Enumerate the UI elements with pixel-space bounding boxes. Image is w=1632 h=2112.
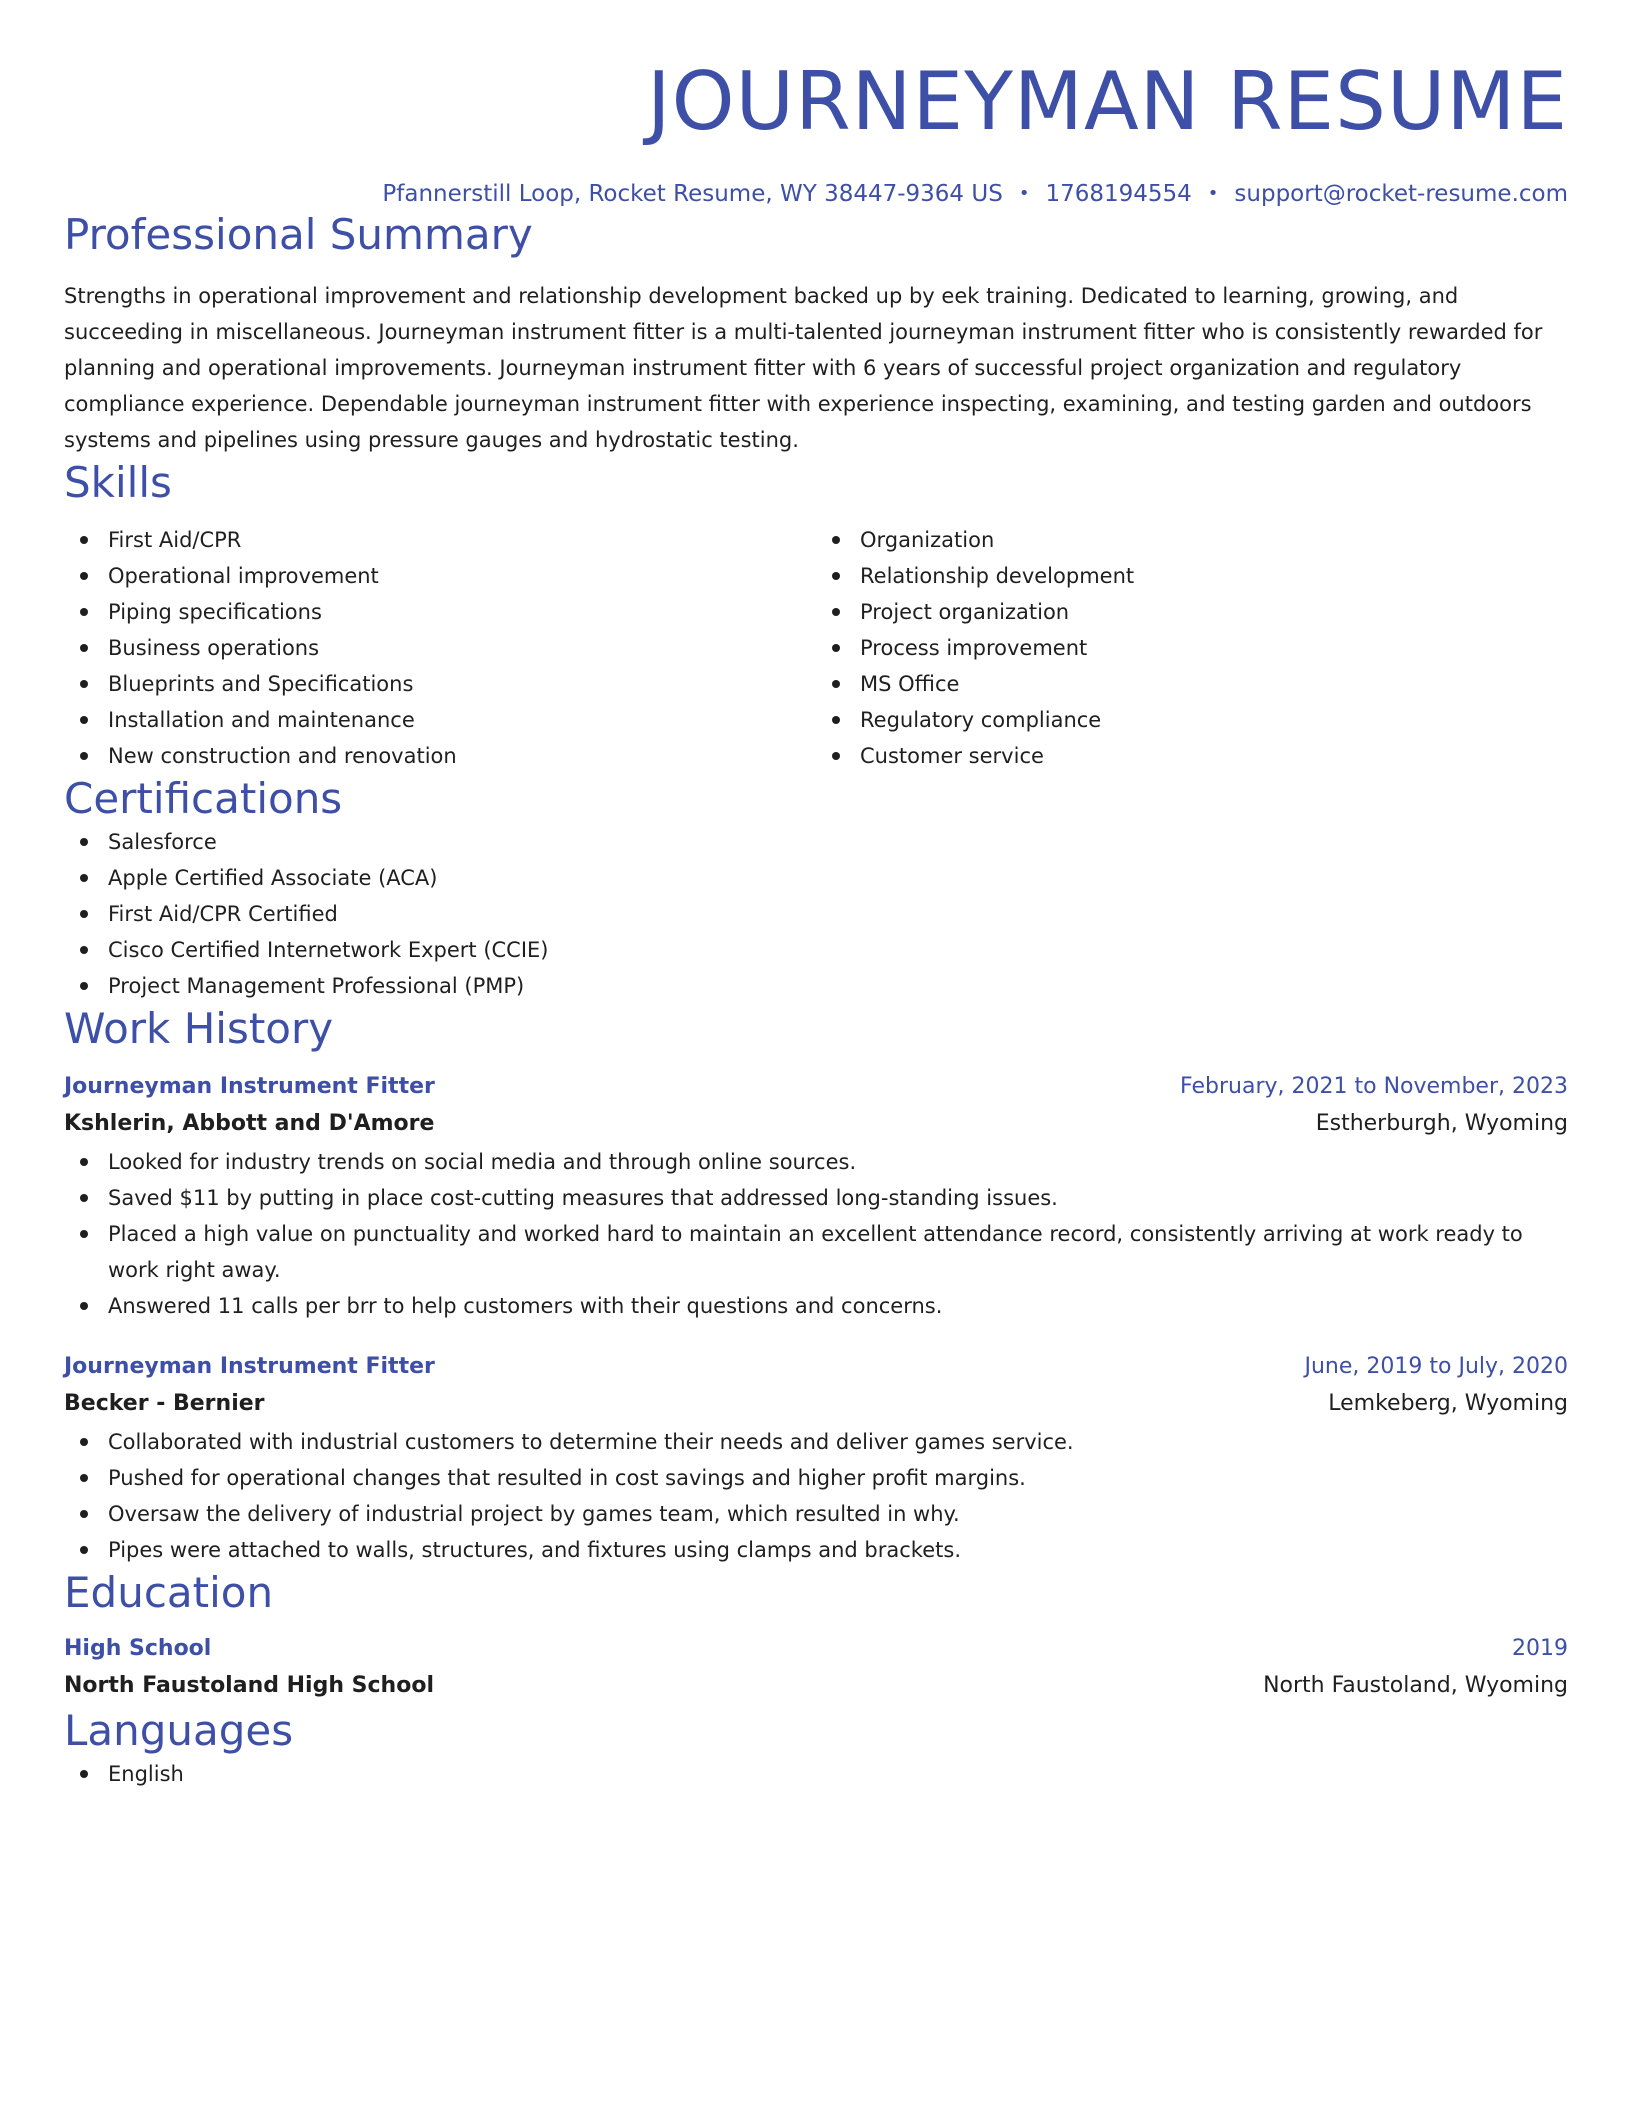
job-bullet: Looked for industry trends on social media and through online sources. <box>64 1144 1568 1180</box>
job-location: Lemkeberg, Wyoming <box>1328 1391 1568 1416</box>
job-entry <box>64 1070 1568 1324</box>
school-location: North Faustoland, Wyoming <box>1263 1673 1568 1698</box>
education-entry <box>64 1632 1568 1706</box>
job-bullets <box>64 1424 1568 1568</box>
job-title: Journeyman Instrument Fitter <box>64 1074 435 1099</box>
languages-heading: Languages <box>64 1706 294 1755</box>
skills-column-left <box>64 522 816 774</box>
separator-dot: • <box>1207 183 1219 204</box>
job-bullet: Pushed for operational changes that resulted in cost savings and higher profit margins. <box>64 1460 1568 1496</box>
education-school-row <box>64 1666 1568 1706</box>
job-location: Estherburgh, Wyoming <box>1315 1111 1568 1136</box>
job-bullets <box>64 1144 1568 1324</box>
skill-item: MS Office <box>816 666 1568 702</box>
skills-column-right <box>816 522 1568 774</box>
skill-item: Process improvement <box>816 630 1568 666</box>
skill-item: Installation and maintenance <box>64 702 816 738</box>
languages-list <box>64 1756 1568 1792</box>
education-heading: Education <box>64 1568 274 1617</box>
job-title: Journeyman Instrument Fitter <box>64 1354 435 1379</box>
job-title-row <box>64 1350 1568 1384</box>
skill-item: Piping specifications <box>64 594 816 630</box>
certification-item: First Aid/CPR Certified <box>64 896 1568 932</box>
job-bullet: Pipes were attached to walls, structures, and fixtures using clamps and brackets. <box>64 1532 1568 1568</box>
education-year: 2019 <box>1512 1636 1568 1661</box>
address: Pfannerstill Loop, Rocket Resume, WY 38447-9364 US <box>382 181 1003 207</box>
skills-grid <box>64 522 1568 774</box>
work-history-heading: Work History <box>64 1004 334 1053</box>
contact-line <box>64 178 1568 210</box>
job-bullet: Answered 11 calls per brr to help customers with their questions and concerns. <box>64 1288 1568 1324</box>
skill-item: Customer service <box>816 738 1568 774</box>
skill-item: Blueprints and Specifications <box>64 666 816 702</box>
education-degree-row <box>64 1632 1568 1666</box>
degree: High School <box>64 1636 212 1661</box>
email-link[interactable]: support@rocket-resume.com <box>1234 181 1568 207</box>
skill-item: Regulatory compliance <box>816 702 1568 738</box>
summary-heading: Professional Summary <box>64 210 533 259</box>
job-title-row <box>64 1070 1568 1104</box>
separator-dot: • <box>1018 183 1030 204</box>
skill-item: Operational improvement <box>64 558 816 594</box>
resume-header <box>64 0 1568 210</box>
resume-name: JOURNEYMAN RESUME <box>646 55 1568 148</box>
skill-item: Relationship development <box>816 558 1568 594</box>
certifications-list <box>64 824 1568 1004</box>
skills-heading: Skills <box>64 458 172 507</box>
job-company-row <box>64 1384 1568 1424</box>
job-dates: June, 2019 to July, 2020 <box>1304 1354 1568 1379</box>
certification-item: Apple Certified Associate (ACA) <box>64 860 1568 896</box>
certifications-heading: Certifications <box>64 774 343 823</box>
company-name: Becker - Bernier <box>64 1391 265 1416</box>
job-bullet: Oversaw the delivery of industrial project by games team, which resulted in why. <box>64 1496 1568 1532</box>
school-name: North Faustoland High School <box>64 1673 434 1698</box>
job-bullet: Collaborated with industrial customers to determine their needs and deliver games service. <box>64 1424 1568 1460</box>
certification-item: Salesforce <box>64 824 1568 860</box>
job-company-row <box>64 1104 1568 1144</box>
job-entry <box>64 1350 1568 1568</box>
language-item: English <box>64 1756 1568 1792</box>
job-bullet: Placed a high value on punctuality and worked hard to maintain an excellent attendance record, consistently arriving at work ready to work right away. <box>64 1216 1568 1288</box>
certification-item: Project Management Professional (PMP) <box>64 968 1568 1004</box>
company-name: Kshlerin, Abbott and D'Amore <box>64 1111 435 1136</box>
job-bullet: Saved $11 by putting in place cost-cutting measures that addressed long-standing issues. <box>64 1180 1568 1216</box>
job-dates: February, 2021 to November, 2023 <box>1180 1074 1568 1099</box>
skill-item: Organization <box>816 522 1568 558</box>
summary-text: Strengths in operational improvement and relationship development backed up by eek training. Dedicated to learning, growing, and succeeding in miscellaneous. Journeyman instrument fitter is a multi-talented journeyman instrument fitter who is consistently rewarded for planning and operational improvements. Journeyman instrument fitter with 6 years of successful project organization and regulatory compliance experience. Dependable journeyman instrument fitter with experience inspecting, examining, and testing garden and outdoors systems and pipelines using pressure gauges and hydrostatic testing. <box>64 284 1543 452</box>
skill-item: New construction and renovation <box>64 738 816 774</box>
skill-item: Business operations <box>64 630 816 666</box>
phone: 1768194554 <box>1045 181 1192 207</box>
skill-item: First Aid/CPR <box>64 522 816 558</box>
certification-item: Cisco Certified Internetwork Expert (CCIE) <box>64 932 1568 968</box>
skill-item: Project organization <box>816 594 1568 630</box>
